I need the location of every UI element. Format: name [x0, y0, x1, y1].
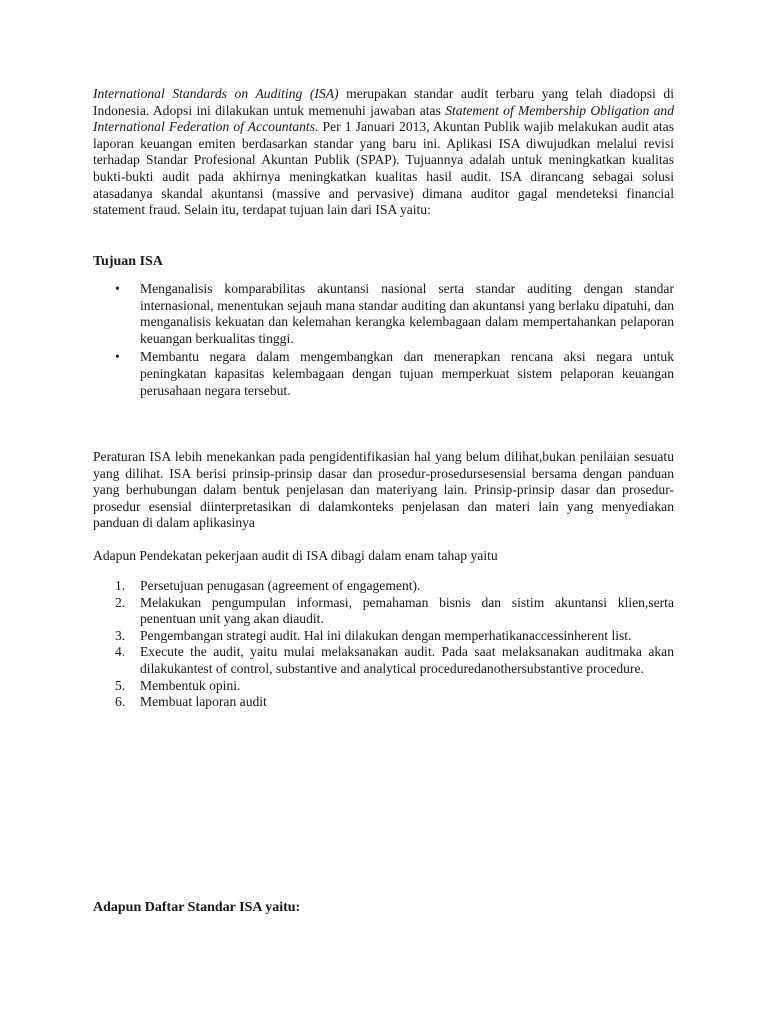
- step-text: Melakukan pengumpulan informasi, pemahaman bisnis dan sistim akuntansi klien,serta penentuan unit yang akan diaudit.: [140, 594, 674, 627]
- intro-section: [93, 86, 674, 219]
- intro-paragraph: [93, 86, 674, 219]
- list-item-text: Membantu negara dalam mengembangkan dan menerapkan rencana aksi negara untuk peningkatan kapasitas kelembagaan dengan tujuan memperkuat sistem pelaporan keuangan perusahaan negara tersebut.: [140, 349, 674, 398]
- step-text: Pengembangan strategi audit. Hal ini dilakukan dengan memperhatikanaccessinherent list.: [140, 627, 632, 643]
- pendekatan-steps-section: [93, 578, 674, 711]
- tujuan-heading-text: Tujuan ISA: [93, 254, 163, 269]
- bullet-icon: •: [115, 281, 120, 296]
- step-text: Persetujuan penugasan (agreement of engagement).: [140, 578, 421, 593]
- intro-text-2: Per 1 Januari 2013, Akuntan Publik wajib melakukan audit atas laporan keuangan emiten berdasarkan standar yang baru ini. Aplikasi ISA diwujudkan melalui revisi terhadap Standar Profesional Akuntan Publik (SPAP). Tujuannya adalah untuk meningkatkan kualitas bukti-bukti audit pada akhirnya meningkatkan kualitas hasil audit. ISA dirancang sebagai solusi atasadanya skandal akuntansi (massive and pervasive) dimana auditor gagal mendeteksi financial statement fraud. Selain itu, terdapat tujuan lain dari ISA yaitu:: [93, 119, 674, 218]
- step-text: Membuat laporan audit: [140, 694, 267, 710]
- statement-italic: Statement of Membership Obligation and International Federation of Accountants.: [93, 102, 674, 135]
- list-item-text: Menganalisis komparabilitas akuntansi nasional serta standar auditing dengan standar internasional, menentukan sejauh mana standar auditing dan akuntansi yang berlaku dipatuhi, dan menganalisis kekuatan dan kelemahan kerangka kelembagaan dalam mempertahankan pelaporan keuangan berkualitas tinggi.: [140, 281, 674, 346]
- peraturan-paragraph: Peraturan ISA lebih menekankan pada pengidentifikasian hal yang belum dilihat,bukan penilaian sesuatu yang dilihat. ISA berisi prinsip-prinsip dasar dan prosedur-prosedursesensial bersama dengan panduan yang berhubungan dalam bentuk penjelasan dan materiyang lain. Prinsip-prinsip dasar dan prosedur-prosedur esensial diinterpretasikan di dalamkonteks penjelasan dan materi lain yang menyediakan panduan di dalam aplikasinya: [93, 449, 674, 531]
- pendekatan-steps: [93, 578, 674, 711]
- step-number: 5.: [115, 677, 126, 693]
- step-text: Execute the audit, yaitu mulai melaksanakan audit. Pada saat melaksanakan auditmaka akan dilakukantest of control, substantive and analytical proceduredanothersubstantive procedure.: [140, 644, 674, 676]
- step-number: 1.: [115, 578, 126, 593]
- list-item: [93, 644, 674, 677]
- isa-title-italic: International Standards on Auditing (ISA): [93, 86, 339, 101]
- daftar-heading: [93, 900, 674, 917]
- bullet-icon: •: [115, 349, 120, 365]
- list-item: [93, 628, 674, 645]
- step-text: Membentuk opini.: [140, 677, 241, 693]
- pendekatan-intro: [93, 548, 674, 565]
- tujuan-list: [93, 281, 674, 399]
- list-item: [93, 694, 674, 711]
- tujuan-list-section: [93, 281, 674, 399]
- peraturan-section: [93, 449, 674, 532]
- list-item: [93, 349, 674, 399]
- list-item: [93, 595, 674, 628]
- list-item: [93, 578, 674, 595]
- step-number: 3.: [115, 627, 126, 643]
- list-item: [93, 678, 674, 695]
- intro-text-1: merupakan standar audit terbaru yang telah diadopsi di Indonesia. Adopsi ini dilakukan untuk memenuhi jawaban atas: [93, 86, 674, 118]
- step-number: 4.: [115, 644, 126, 660]
- list-item: [93, 281, 674, 347]
- tujuan-heading: [93, 254, 674, 271]
- daftar-heading-text: Adapun Daftar Standar ISA yaitu:: [93, 900, 301, 915]
- step-number: 6.: [115, 694, 126, 710]
- pendekatan-intro-text: Adapun Pendekatan pekerjaan audit di ISA dibagi dalam enam tahap yaitu: [93, 548, 498, 563]
- step-number: 2.: [115, 594, 126, 610]
